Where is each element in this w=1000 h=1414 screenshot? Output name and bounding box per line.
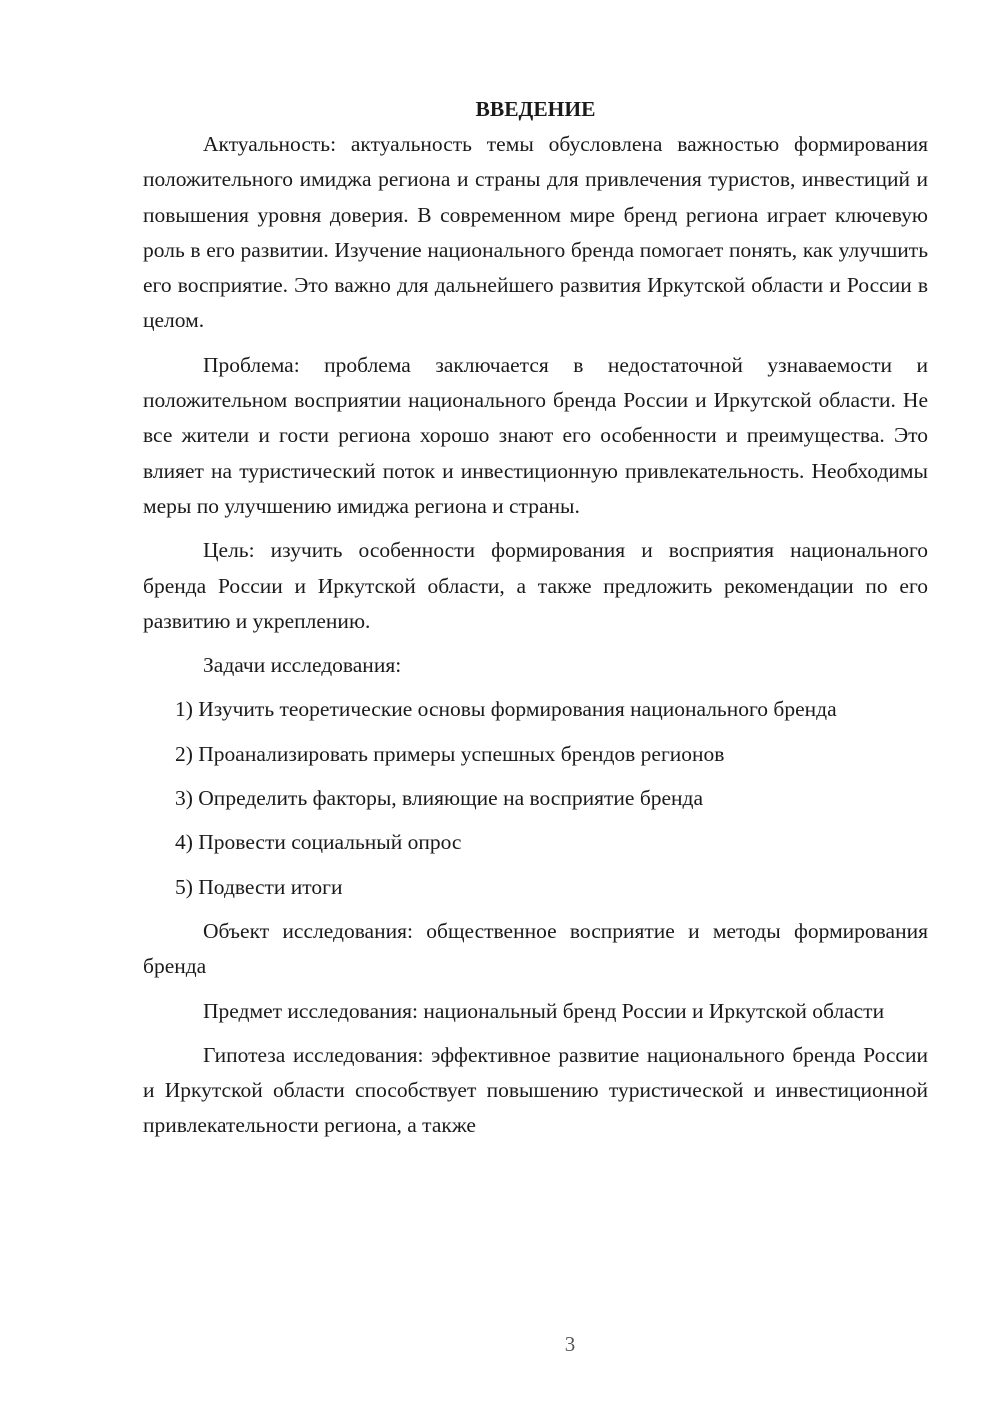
- paragraph-subject: Предмет исследования: национальный бренд России и Иркутской области: [203, 998, 885, 1023]
- list-item: 3) Определить факторы, влияющие на восприятие бренда: [175, 786, 704, 811]
- section-title: ВВЕДЕНИЕ: [475, 97, 596, 121]
- page-number: 3: [564, 1332, 576, 1356]
- paragraph-hypothesis: Гипотеза исследования: эффективное развитие национального бренда России и Иркутской области способствует повышению туристической и инвестиционной привлекательности региона, а также: [143, 1042, 928, 1138]
- list-item: 5) Подвести итоги: [175, 874, 343, 899]
- paragraph-relevance: Актуальность: актуальность темы обусловлена важностью формирования положительного имиджа региона и страны для привлечения туристов, инвестиций и повышения уровня доверия. В современном мире бренд региона играет ключевую роль в его развитии. Изучение национального бренда помогает понять, как улучшить его восприятие. Это важно для дальнейшего развития Иркутской области и России в целом.: [143, 132, 928, 333]
- tasks-list: [143, 692, 928, 904]
- paragraph-goal: Цель: изучить особенности формирования и восприятия национального бренда России и Иркутской области, а также предложить рекомендации по его развитию и укреплению.: [143, 538, 928, 633]
- list-item: 4) Провести социальный опрос: [175, 830, 462, 855]
- tasks-heading: Задачи исследования:: [203, 653, 402, 678]
- document-page: [143, 92, 928, 1144]
- paragraph-object: Объект исследования: общественное восприятие и методы формирования бренда: [143, 918, 928, 979]
- paragraph-problem: Проблема: проблема заключается в недостаточной узнаваемости и положительном восприятии национального бренда России и Иркутской области. Не все жители и гости региона хорошо знают его особенности и преимущества. Это влияет на туристический поток и инвестиционную привлекательность. Необходимы меры по улучшению имиджа региона и страны.: [143, 352, 928, 518]
- list-item: 1) Изучить теоретические основы формирования национального бренда: [175, 697, 837, 722]
- list-item: 2) Проанализировать примеры успешных брендов регионов: [175, 741, 725, 766]
